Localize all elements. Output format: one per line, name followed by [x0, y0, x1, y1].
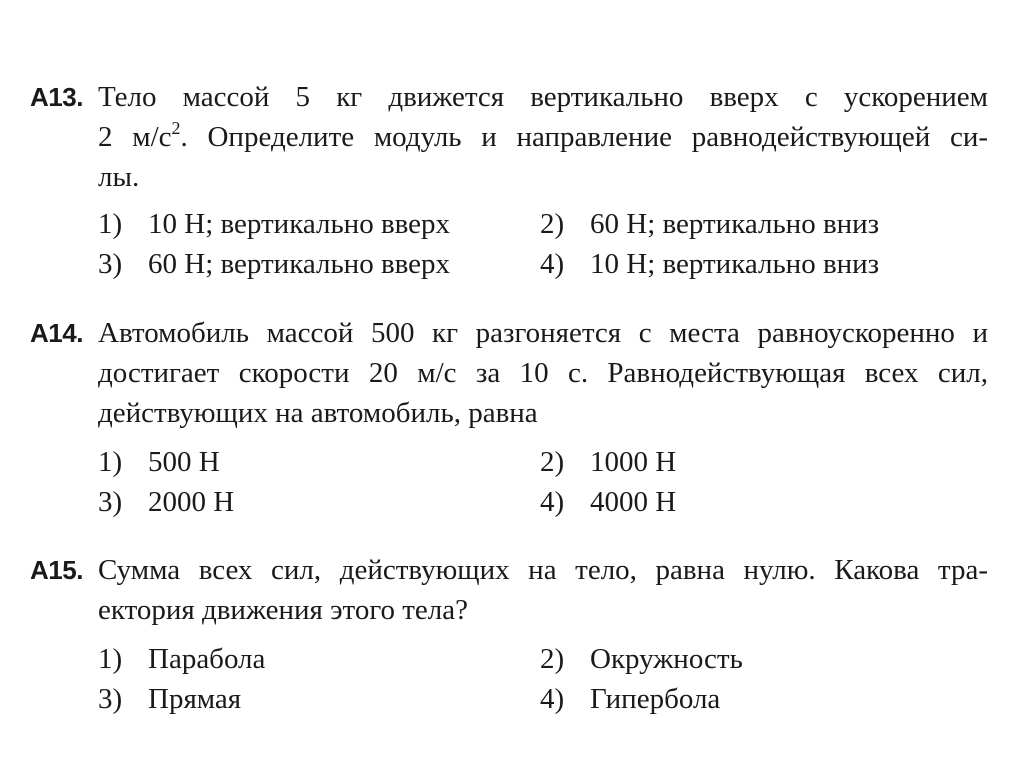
question-line: лы. [98, 161, 140, 193]
question-number: A15. [30, 555, 83, 585]
answer-option: 2) 60 Н; вертикально вниз [540, 208, 880, 240]
question-line: достигает скорости 20 м/с за 10 с. Равнодействующая всех сил, [98, 357, 988, 389]
question-text [98, 77, 988, 197]
answer-option: 4) 4000 Н [540, 486, 677, 518]
question-line-rest: . Определите модуль и направление равнодействующей си- [180, 121, 988, 153]
answer-option: 4) 10 Н; вертикально вниз [540, 248, 880, 280]
answer-option: 1) 10 Н; вертикально вверх [98, 208, 451, 240]
question-text [98, 550, 988, 630]
answer-option: 4) Гипербола [540, 683, 721, 715]
answer-option: 2) Окружность [540, 643, 743, 675]
answer-option: 2) 1000 Н [540, 446, 677, 478]
answer-option: 3) 2000 Н [98, 486, 235, 518]
question-line [98, 117, 988, 157]
question-number: A14. [30, 318, 83, 348]
question-text [98, 313, 988, 433]
question-line: ектория движения этого тела? [98, 594, 469, 626]
exponent: 2 [171, 118, 181, 138]
question-number: A13. [30, 82, 83, 112]
answer-option: 1) 500 Н [98, 446, 220, 478]
question-line: Тело массой 5 кг движется вертикально вверх с ускорением [98, 81, 988, 113]
answer-option: 3) Прямая [98, 683, 242, 715]
question-line: действующих на автомобиль, равна [98, 397, 538, 429]
unit-text: 2 м/с [98, 121, 172, 153]
answer-option: 1) Парабола [98, 643, 266, 675]
answer-option: 3) 60 Н; вертикально вверх [98, 248, 451, 280]
question-line: Автомобиль массой 500 кг разгоняется с места равноускоренно и [98, 317, 988, 349]
question-line: Сумма всех сил, действующих на тело, равна нулю. Какова тра- [98, 554, 988, 586]
